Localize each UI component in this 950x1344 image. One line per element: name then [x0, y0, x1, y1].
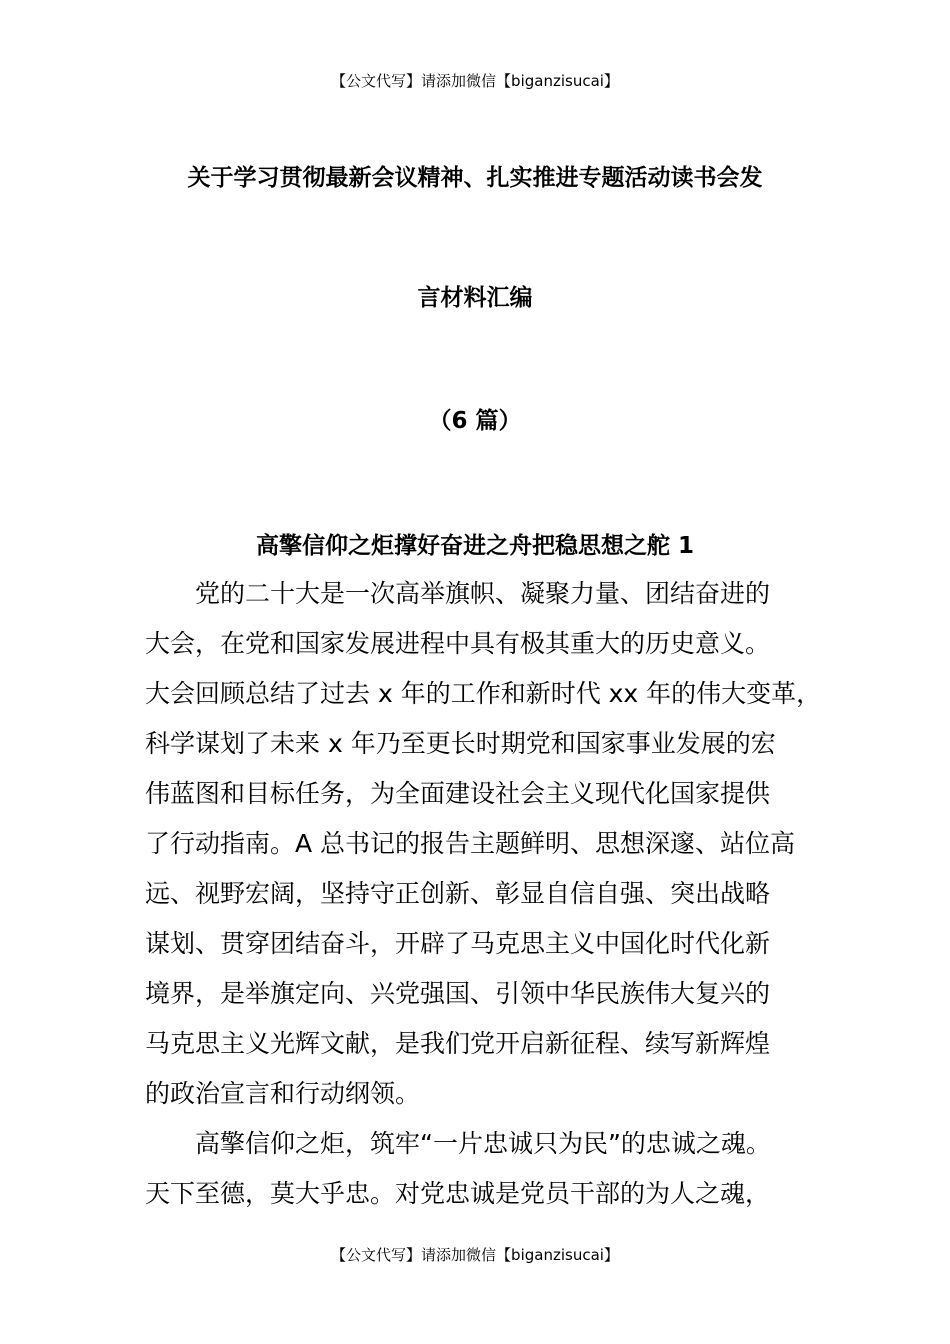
document-title-line-1: 关于学习贯彻最新会议精神、扎实推进专题活动读书会发 [187, 165, 763, 191]
header-watermark-note: 【公文代写】请添加微信【biganzisucai】 [331, 72, 619, 90]
paragraph-line: 大会，在党和国家发展进程中具有极其重大的历史意义。 [145, 629, 771, 658]
document-title-count: （6 篇） [428, 408, 522, 434]
paragraph-line: 高擎信仰之炬，筑牢“一片忠诚只为民”的忠诚之魂。 [195, 1129, 771, 1158]
section-heading: 高擎信仰之炬撑好奋进之舟把稳思想之舵 1 [255, 533, 694, 559]
paragraph-line: 谋划、贯穿团结奋斗，开辟了马克思主义中国化时代化新 [145, 929, 771, 958]
paragraph-line: 党的二十大是一次高举旗帜、凝聚力量、团结奋进的 [195, 579, 771, 608]
paragraph-line: 伟蓝图和目标任务，为全面建设社会主义现代化国家提供 [145, 779, 771, 808]
footer-watermark-note: 【公文代写】请添加微信【biganzisucai】 [331, 1246, 619, 1264]
paragraph-line: 科学谋划了未来 x 年乃至更长时期党和国家事业发展的宏 [145, 729, 776, 758]
paragraph-line: 远、视野宏阔，坚持守正创新、彰显自信自强、突出战略 [145, 879, 771, 908]
paragraph-line: 的政治宣言和行动纲领。 [145, 1079, 421, 1108]
paragraph-line: 马克思主义光辉文献，是我们党开启新征程、续写新辉煌 [145, 1029, 771, 1058]
document-title-line-2: 言材料汇编 [417, 285, 533, 311]
paragraph-line: 境界，是举旗定向、兴党强国、引领中华民族伟大复兴的 [145, 979, 771, 1008]
paragraph-line: 了行动指南。A 总书记的报告主题鲜明、思想深邃、站位高 [145, 829, 796, 858]
paragraph-line: 大会回顾总结了过去 x 年的工作和新时代 xx 年的伟大变革， [145, 679, 822, 708]
paragraph-line: 天下至德，莫大乎忠。对党忠诚是党员干部的为人之魂， [145, 1179, 771, 1208]
